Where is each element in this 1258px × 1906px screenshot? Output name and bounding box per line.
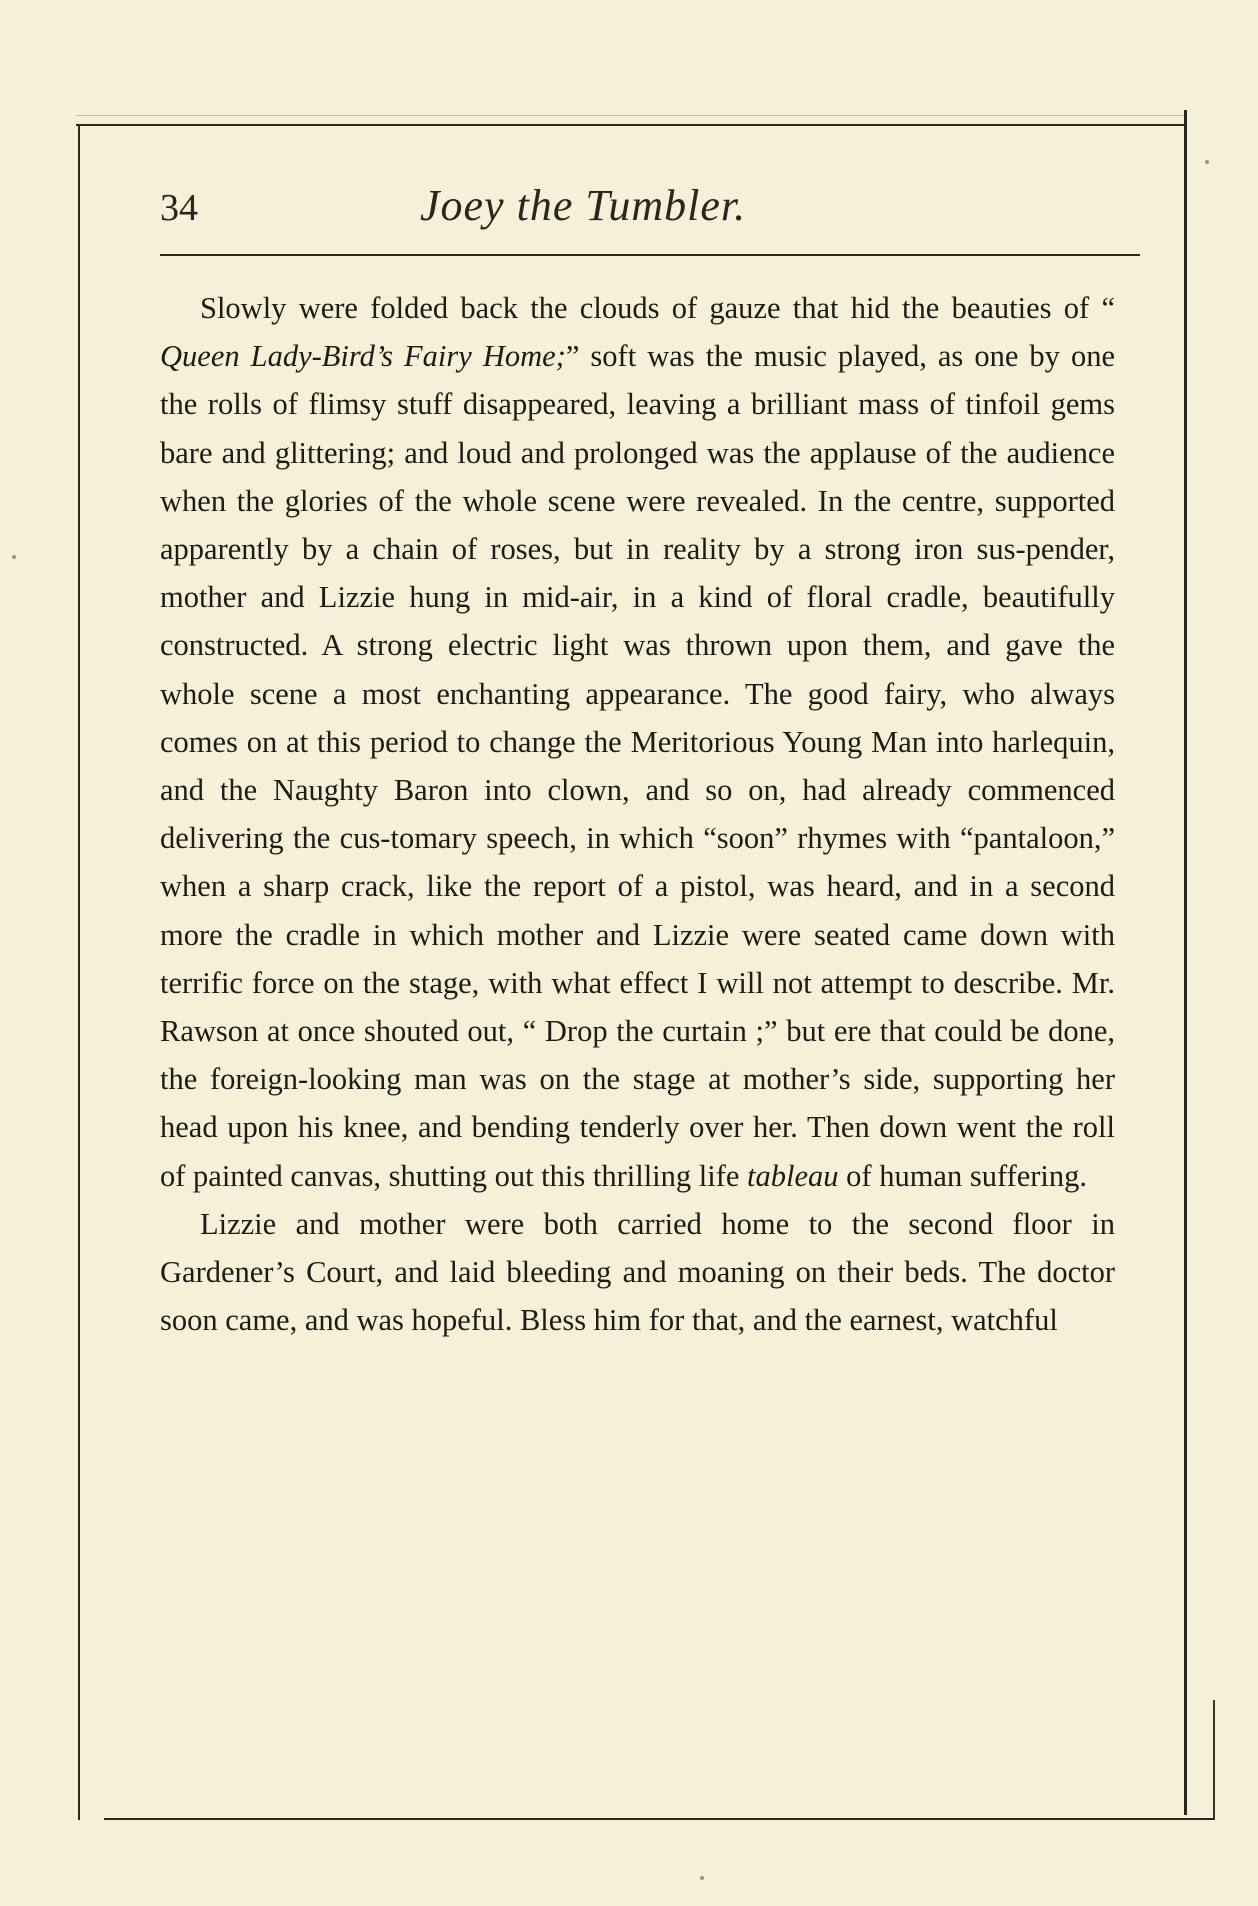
frame-right-outer-rule <box>1213 1700 1215 1820</box>
paper-speck <box>12 555 16 559</box>
frame-top-shadow-rule <box>76 115 1186 116</box>
italic-word: tableau <box>747 1158 839 1193</box>
frame-right-rule <box>1184 110 1187 1815</box>
frame-top-rule <box>76 124 1186 126</box>
frame-bottom-rule <box>104 1818 1214 1820</box>
paper-speck <box>1205 160 1209 164</box>
frame-left-rule <box>78 124 80 1820</box>
paper-speck <box>700 1876 704 1880</box>
paragraph-text: of human suffering. <box>838 1158 1088 1193</box>
page-number: 34 <box>160 187 198 229</box>
italic-title: Queen Lady-Bird’s Fairy Home; <box>160 339 566 374</box>
paragraph-text: ” soft was the music played, as one by one the rolls of flimsy stuff disappeared, leaving a brilliant mass of tinfoil gems bare and glittering; and loud and prolonged was the applause of the audience when the glories of the whole scene were revealed. In the centre, supported apparently by a chain of roses, but in reality by a strong iron sus-pender, mother and Lizzie hung in mid-air, in a kind of floral cradle, beautifully constructed. A strong electric light was thrown upon them, and gave the whole scene a most enchanting appearance. The good fairy, who always comes on at this period to change the Meritorious Young Man into harlequin, and the Naughty Baron into clown, and so on, had already commenced delivering the cus-tomary speech, in which “soon” rhymes with “pantaloon,” when a sharp crack, like the report of a pistol, was heard, and in a second more the cradle in which mother and Lizzie were seated came down with terrific force on the stage, with what effect I will not attempt to describe. Mr. Rawson at once shouted out, “ Drop the curtain ;” but ere that could be done, the foreign-looking man was on the stage at mother’s side, supporting her head upon his knee, and bending tenderly over her. Then down went the roll of painted canvas, shutting out this thrilling life <box>160 339 1115 1193</box>
paragraph-text: Lizzie and mother were both carried home to the second floor in Gardener’s Court, and laid bleeding and moaning on their beds. The doctor soon came, and was hopeful. Bless him for that, and the earnest, watchful <box>160 1206 1115 1338</box>
paragraph-text: Slowly were folded back the clouds of gauze that hid the beauties of “ <box>200 291 1115 325</box>
paragraph <box>160 1200 1115 1345</box>
running-title: Joey the Tumbler. <box>420 181 747 230</box>
body-text <box>160 284 1115 1344</box>
header-rule <box>160 254 1140 256</box>
paragraph <box>160 284 1115 1200</box>
running-header <box>160 181 1140 238</box>
